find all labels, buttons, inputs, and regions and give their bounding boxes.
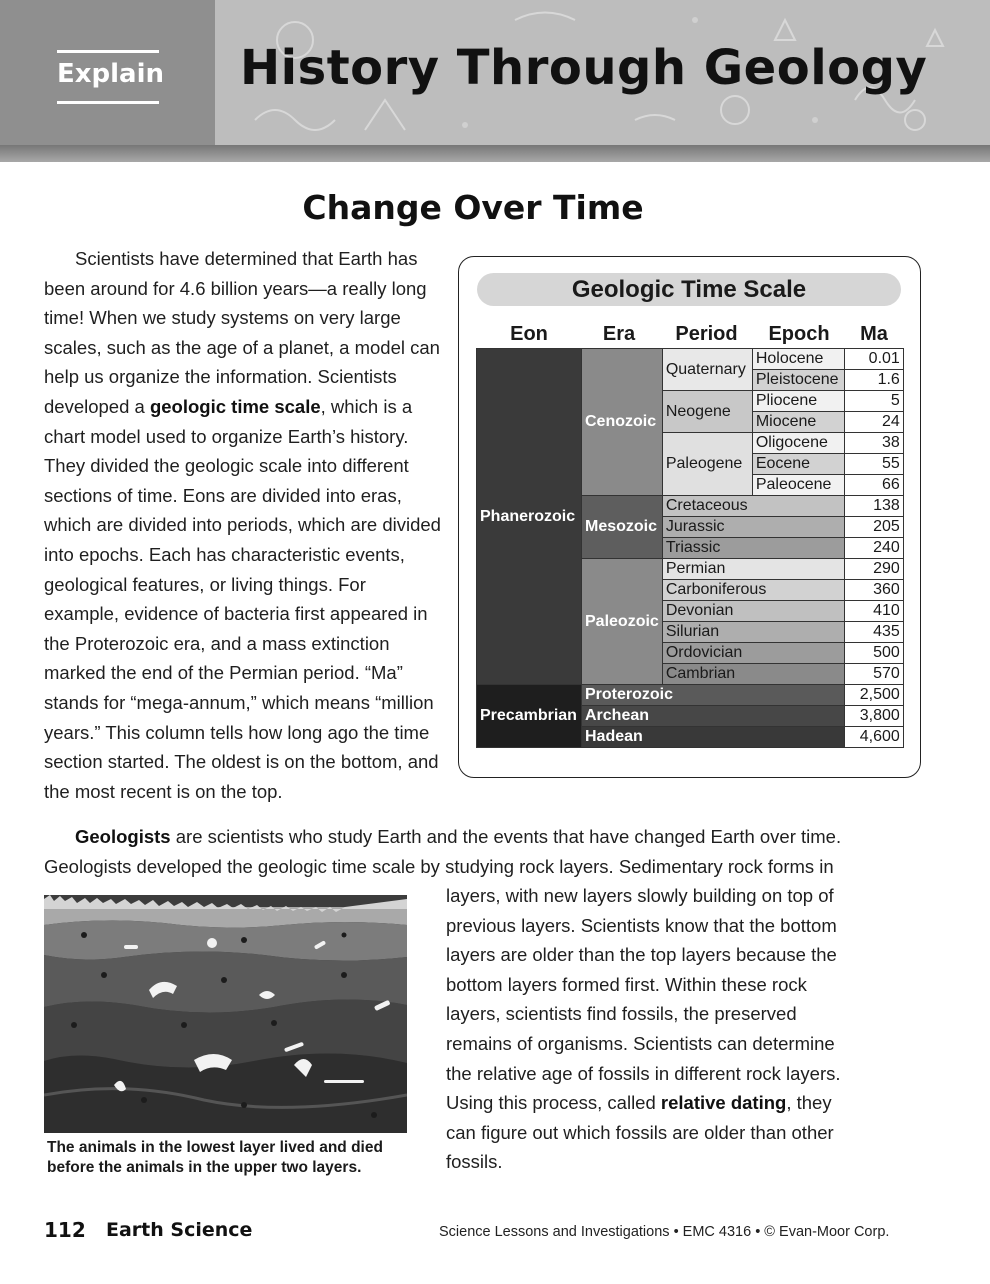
section-title: Change Over Time bbox=[302, 188, 644, 227]
era-mesozoic: Mesozoic bbox=[582, 496, 663, 559]
ma-ordovician: 500 bbox=[844, 643, 903, 664]
ma-proterozoic: 2,500 bbox=[844, 685, 903, 706]
period-jurassic: Jurassic bbox=[662, 517, 844, 538]
ma-eocene: 55 bbox=[844, 454, 903, 475]
geologic-time-scale-box bbox=[458, 256, 921, 778]
period-quaternary: Quaternary bbox=[662, 349, 752, 391]
period-permian: Permian bbox=[662, 559, 844, 580]
header-era: Era bbox=[602, 323, 636, 345]
ma-carboniferous: 360 bbox=[844, 580, 903, 601]
period-paleogene: Paleogene bbox=[662, 433, 752, 496]
epoch-oligocene: Oligocene bbox=[752, 433, 844, 454]
ma-jurassic: 205 bbox=[844, 517, 903, 538]
era-cenozoic: Cenozoic bbox=[582, 349, 663, 496]
ma-pleistocene: 1.6 bbox=[844, 370, 903, 391]
intro-text-2: , which is a chart model used to organize Earth’s history. They divided the geologic scale into different sections of time. Eons are divided into eras, which are divided into periods, which are divided into epochs. Each has characteristic events, geological features, or living things. For example, evidence of bacteria first appeared in the Proterozoic era, and a mass extinction marked the end of the Permian period. “Ma” stands for “mega-annum,” which means “million years.” This column tells how long ago the time section started. The oldest is on the bottom, and the most recent is on the top. bbox=[44, 395, 441, 802]
ma-silurian: 435 bbox=[844, 622, 903, 643]
period-devonian: Devonian bbox=[662, 601, 844, 622]
ma-archean: 3,800 bbox=[844, 706, 903, 727]
intro-paragraph bbox=[44, 244, 444, 806]
header-shadow-strip bbox=[0, 145, 990, 162]
explain-tag: Explain bbox=[57, 50, 159, 104]
period-ordovician: Ordovician bbox=[662, 643, 844, 664]
ma-oligocene: 38 bbox=[844, 433, 903, 454]
header-eon: Eon bbox=[510, 323, 548, 345]
page-number: 112 bbox=[44, 1218, 86, 1242]
period-silurian: Silurian bbox=[662, 622, 844, 643]
epoch-eocene: Eocene bbox=[752, 454, 844, 475]
geologists-text: are scientists who study Earth and the events that have changed Earth over time. Geologists developed the geologic time scale by studying rock layers. Sedimentary rock forms in bbox=[44, 826, 842, 877]
eon-precambrian: Precambrian bbox=[477, 685, 582, 748]
period-neogene: Neogene bbox=[662, 391, 752, 433]
period-carboniferous: Carboniferous bbox=[662, 580, 844, 601]
time-scale-title: Geologic Time Scale bbox=[477, 273, 901, 306]
ma-triassic: 240 bbox=[844, 538, 903, 559]
ma-holocene: 0.01 bbox=[844, 349, 903, 370]
epoch-pleistocene: Pleistocene bbox=[752, 370, 844, 391]
intro-text-1: Scientists have determined that Earth has been around for 4.6 billion years—a really long time! When we study systems on very large scales, such as the age of a planet, a model can help us organize the information. Scientists developed a bbox=[44, 248, 440, 417]
era-archean: Archean bbox=[582, 706, 845, 727]
ma-hadean: 4,600 bbox=[844, 727, 903, 748]
relative-dating-paragraph bbox=[446, 881, 846, 1177]
time-scale-table bbox=[476, 348, 904, 748]
ma-paleocene: 66 bbox=[844, 475, 903, 496]
epoch-paleocene: Paleocene bbox=[752, 475, 844, 496]
relative-dating-bold-term: relative dating bbox=[660, 1092, 787, 1114]
relative-dating-text-2: , they can figure out which fossils are older than other fossils. bbox=[446, 1092, 834, 1173]
eon-phanerozoic: Phanerozoic bbox=[477, 349, 582, 685]
ma-permian: 290 bbox=[844, 559, 903, 580]
ma-devonian: 410 bbox=[844, 601, 903, 622]
footer-subject: Earth Science bbox=[106, 1219, 253, 1241]
era-hadean: Hadean bbox=[582, 727, 845, 748]
ma-cambrian: 570 bbox=[844, 664, 903, 685]
epoch-pliocene: Pliocene bbox=[752, 391, 844, 412]
header-ma: Ma bbox=[860, 323, 888, 345]
geologists-paragraph bbox=[44, 822, 844, 881]
period-cambrian: Cambrian bbox=[662, 664, 844, 685]
table-row bbox=[477, 349, 904, 370]
period-cretaceous: Cretaceous bbox=[662, 496, 844, 517]
header-period: Period bbox=[675, 323, 738, 345]
table-row bbox=[477, 685, 904, 706]
intro-bold-term: geologic time scale bbox=[149, 395, 321, 417]
header-epoch: Epoch bbox=[768, 323, 830, 345]
era-proterozoic: Proterozoic bbox=[582, 685, 845, 706]
ma-cretaceous: 138 bbox=[844, 496, 903, 517]
period-triassic: Triassic bbox=[662, 538, 844, 559]
rock-layers-fossils-illustration bbox=[44, 895, 407, 1133]
footer-credit: Science Lessons and Investigations • EMC 4316 • © Evan-Moor Corp. bbox=[439, 1224, 890, 1240]
page-title: History Through Geology bbox=[240, 40, 928, 96]
geologists-bold-term: Geologists bbox=[75, 826, 171, 847]
epoch-holocene: Holocene bbox=[752, 349, 844, 370]
era-paleozoic: Paleozoic bbox=[582, 559, 663, 685]
ma-pliocene: 5 bbox=[844, 391, 903, 412]
illustration-caption: The animals in the lowest layer lived and died before the animals in the upper two layers. bbox=[47, 1139, 383, 1176]
epoch-miocene: Miocene bbox=[752, 412, 844, 433]
ma-miocene: 24 bbox=[844, 412, 903, 433]
relative-dating-text-1: layers, with new layers slowly building on top of previous layers. Scientists know that the bottom layers are older than the top layers because the bottom layers formed first. Within these rock layers, scientists find fossils, the preserved remains of organisms. Scientists can determine the relative age of fossils in different rock layers. Using this process, called bbox=[446, 885, 841, 1114]
